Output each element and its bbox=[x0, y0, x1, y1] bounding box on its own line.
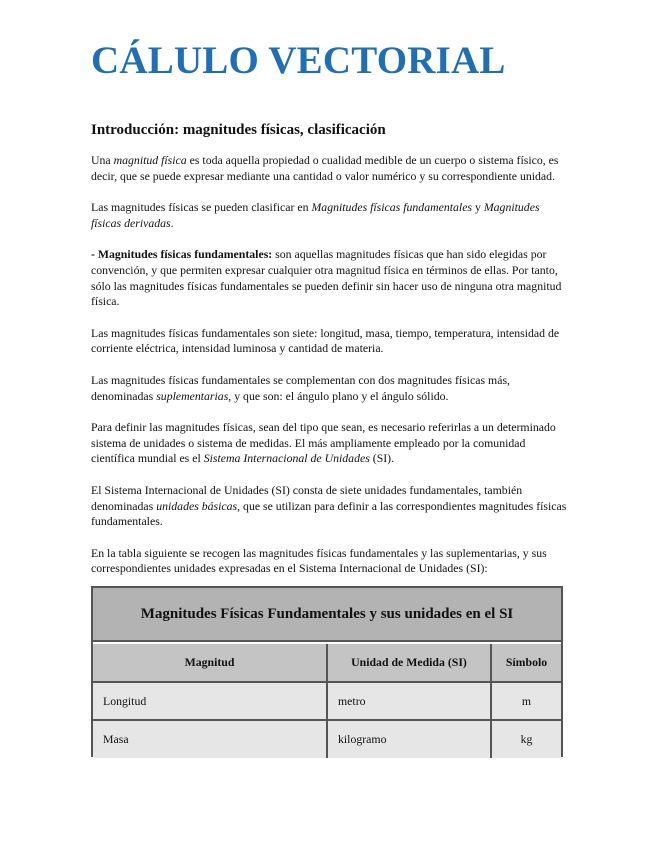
page-title: CÁLULO VECTORIAL bbox=[91, 39, 506, 82]
cell-magnitud: Masa bbox=[93, 720, 327, 758]
italic-term: Sistema Internacional de Unidades bbox=[203, 451, 370, 466]
text-run: , y que son: el ángulo plano y el ángulo sólido. bbox=[228, 388, 449, 403]
table-caption: Magnitudes Físicas Fundamentales y sus unidades en el SI bbox=[93, 588, 561, 642]
units-table bbox=[91, 586, 563, 757]
text-run: Las magnitudes físicas fundamentales se complementan con dos magnitudes físicas más, denominadas bbox=[91, 372, 511, 403]
italic-term: Magnitudes físicas fundamentales bbox=[311, 200, 473, 215]
cell-unidad: metro bbox=[327, 682, 491, 720]
text-run: es toda aquella propiedad o cualidad medible de un cuerpo o sistema físico, es decir, que se puede expresar mediante una cantidad o valor numérico y su correspondiente unidad. bbox=[91, 153, 559, 183]
paragraph-classification bbox=[91, 200, 571, 231]
cell-magnitud: Longitud bbox=[93, 682, 327, 720]
text-run: . bbox=[170, 215, 174, 230]
cell-simbolo: m bbox=[491, 682, 561, 720]
text-run: , que se utilizan para definir a las correspondientes magnitudes físicas fundamentales. bbox=[91, 498, 567, 529]
table-grid bbox=[93, 644, 561, 758]
text-run: (SI). bbox=[369, 451, 395, 466]
paragraph-supplementary bbox=[91, 373, 571, 404]
bold-term: - Magnitudes físicas fundamentales: bbox=[91, 247, 273, 262]
header-unidad: Unidad de Medida (SI) bbox=[327, 644, 491, 682]
table-header-row bbox=[93, 644, 561, 682]
italic-term: Magnitudes físicas derivadas bbox=[91, 200, 540, 230]
italic-term: suplementarias bbox=[156, 388, 229, 403]
table-row bbox=[93, 682, 561, 720]
paragraph-units-system bbox=[91, 420, 571, 467]
text-run: y bbox=[472, 200, 484, 215]
cell-simbolo: kg bbox=[491, 720, 561, 758]
cell-unidad: kilogramo bbox=[327, 720, 491, 758]
text-run: Para definir las magnitudes físicas, sean del tipo que sean, es necesario referirlas a un determinado sistema de unidades o sistema de medidas. El más ampliamente empleado por la comunidad científica mundial es el bbox=[91, 420, 556, 466]
paragraph-fundamental bbox=[91, 247, 571, 309]
paragraph-table-intro: En la tabla siguiente se recogen las magnitudes físicas fundamentales y las suplementarias, y sus correspondientes unidades expresadas en el Sistema Internacional de Unidades (SI): bbox=[91, 545, 547, 576]
paragraph-definition bbox=[91, 153, 571, 184]
text-run: El Sistema Internacional de Unidades (SI) consta de siete unidades fundamentales, también denominadas bbox=[91, 482, 523, 513]
header-magnitud: Magnitud bbox=[93, 644, 327, 682]
header-simbolo: Símbolo bbox=[491, 644, 561, 682]
text-run: son aquellas magnitudes físicas que han sido elegidas por convención, y que permiten expresar cualquier otra magnitud física en términos de ellas. Por tanto, sólo las magnitudes físicas fundamentales se pueden definir sin hacer uso de ninguna otra magnitud física. bbox=[91, 247, 562, 309]
italic-term: unidades básicas bbox=[156, 498, 238, 513]
italic-term: magnitud física bbox=[113, 153, 187, 167]
section-heading: Introducción: magnitudes físicas, clasificación bbox=[91, 122, 386, 138]
paragraph-seven: Las magnitudes físicas fundamentales son siete: longitud, masa, tiempo, temperatura, intensidad de corriente eléctrica, intensidad luminosa y cantidad de materia. bbox=[91, 325, 560, 356]
paragraph-si bbox=[91, 483, 571, 530]
table-row bbox=[93, 720, 561, 758]
text-run: Las magnitudes físicas se pueden clasificar en bbox=[91, 200, 312, 215]
text-run: Una bbox=[91, 153, 114, 167]
body-text bbox=[91, 153, 571, 593]
